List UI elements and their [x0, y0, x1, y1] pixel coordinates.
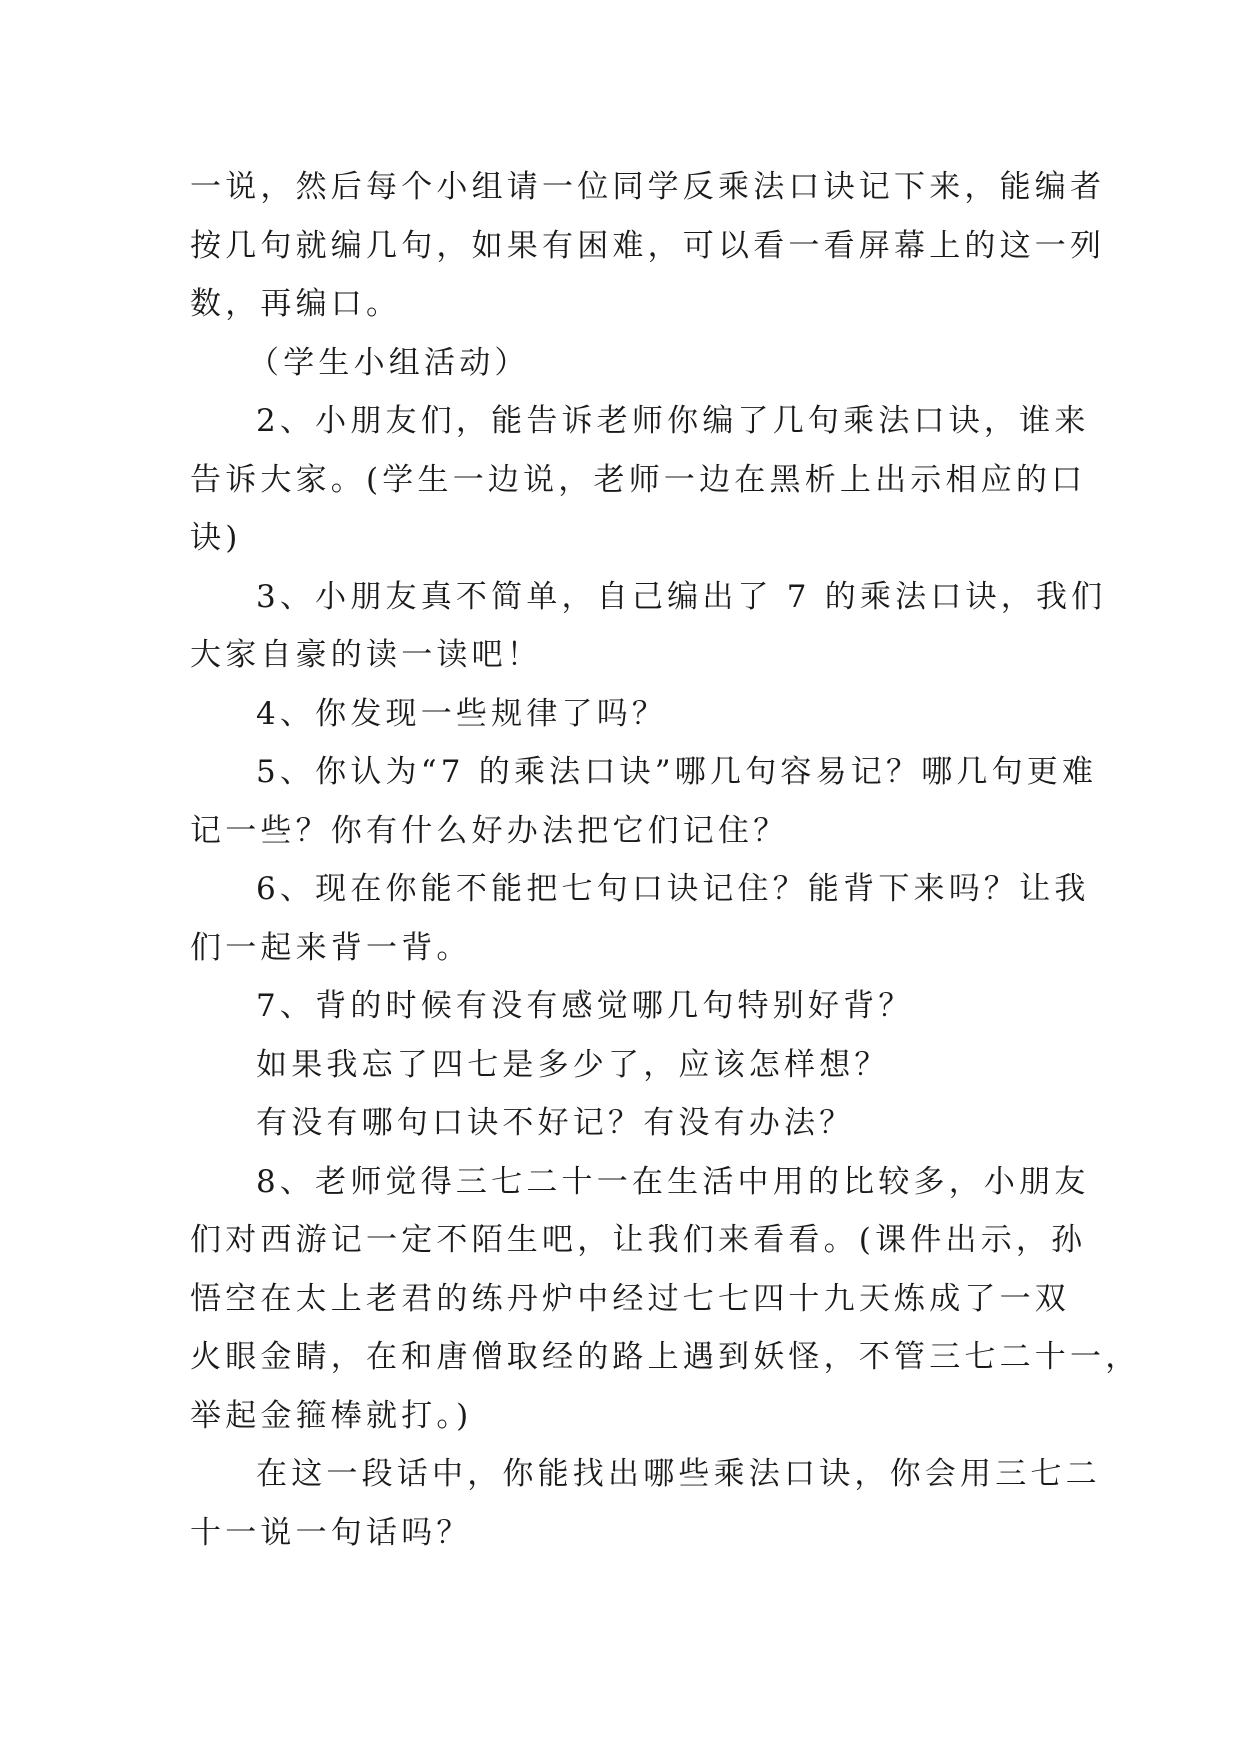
- text-line: 数，再编口。: [190, 286, 402, 322]
- paragraph-7b: [190, 1094, 1050, 1153]
- paragraph-2: [190, 392, 1090, 568]
- text-line: 5、你认为“7 的乘法口诀”哪几句容易记？哪几句更难: [256, 754, 1098, 790]
- document-body: [190, 158, 1141, 1562]
- text-line: 6、现在你能不能把七句口诀记住？能背下来吗？让我: [256, 871, 1090, 907]
- text-line: 2、小朋友们，能告诉老师你编了几句乘法口诀，谁来: [256, 403, 1090, 439]
- text-line: 们一起来背一背。: [190, 929, 472, 966]
- text-line: 7、背的时候有没有感觉哪几句特别好背？: [256, 988, 914, 1024]
- paragraph-4: [190, 685, 1050, 744]
- text-line: （学生小组活动）: [248, 344, 530, 381]
- paragraph-intro: [190, 158, 1106, 334]
- text-line: 有没有哪句口诀不好记？有没有办法？: [256, 1105, 855, 1141]
- paragraph-7: [190, 977, 1050, 1036]
- text-line: 举起金箍棒就打。): [190, 1397, 473, 1434]
- paragraph-5: [190, 743, 1098, 860]
- text-line: 3、小朋友真不简单，自己编出了 7 的乘法口诀，我们: [256, 578, 1107, 615]
- text-line: 悟空在太上老君的练丹炉中经过七七四十九天炼成了一双: [190, 1280, 1070, 1317]
- text-line: 如果我忘了四七是多少了，应该怎样想？: [256, 1046, 890, 1083]
- text-line: 8、老师觉得三七二十一在生活中用的比较多，小朋友: [256, 1163, 1090, 1200]
- text-line: 记一些？你有什么好办法把它们记住？: [190, 812, 789, 849]
- text-line: 在这一段话中，你能找出哪些乘法口诀，你会用三七二: [256, 1456, 1101, 1492]
- paragraph-activity: [190, 334, 1050, 393]
- text-line: 们对西游记一定不陌生吧，让我们来看看。(课件出示，孙: [190, 1222, 1087, 1258]
- paragraph-6: [190, 860, 1090, 977]
- text-line: 按几句就编几句，如果有困难，可以看一看屏幕上的这一列: [190, 227, 1106, 264]
- text-line: 大家自豪的读一读吧！: [190, 637, 542, 673]
- text-line: 一说，然后每个小组请一位同学反乘法口诀记下来，能编者: [190, 169, 1106, 205]
- text-line: 4、你发现一些规律了吗？: [256, 695, 668, 732]
- paragraph-3: [190, 568, 1107, 685]
- text-line: 告诉大家。(学生一边说，老师一边在黑析上出示相应的口: [190, 461, 1087, 498]
- text-line: 火眼金睛，在和唐僧取经的路上遇到妖怪，不管三七二十一，: [190, 1339, 1141, 1375]
- paragraph-9: [190, 1445, 1101, 1562]
- paragraph-8: [190, 1153, 1141, 1446]
- text-line: 诀): [190, 520, 242, 556]
- text-line: 十一说一句话吗？: [190, 1514, 472, 1551]
- paragraph-7a: [190, 1036, 1050, 1095]
